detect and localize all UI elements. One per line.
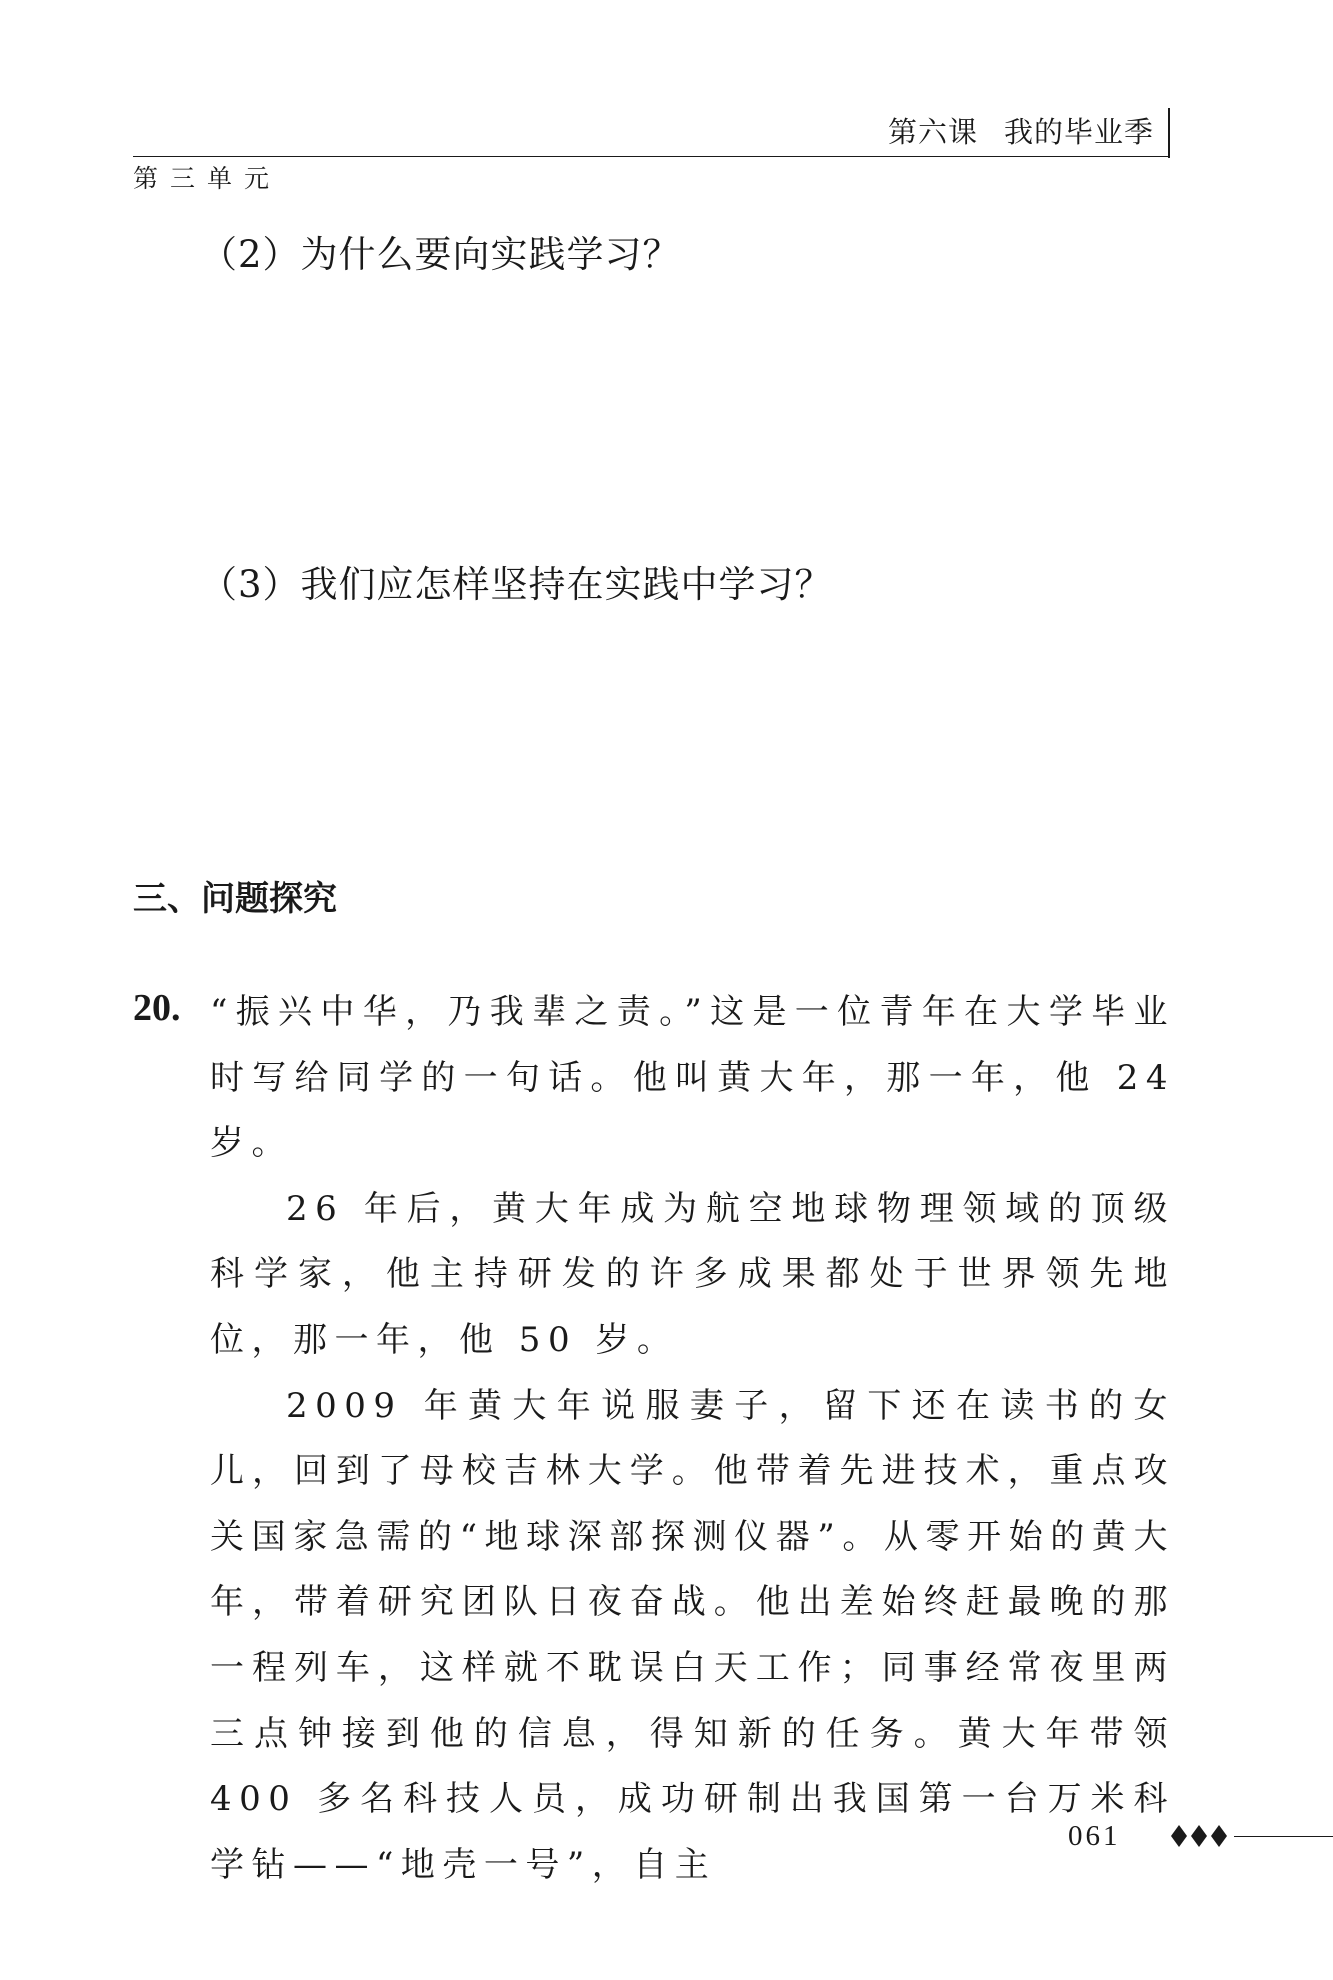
question-number: （2） [200,233,301,276]
footer-rule [1234,1836,1333,1837]
question-3 [200,560,833,610]
problem-body [210,980,1175,1898]
section-heading: 三、问题探究 [133,879,337,919]
lesson-number: 第六课 [887,115,978,149]
problem-paragraph: 2009 年黄大年说服妻子，留下还在读书的女儿，回到了母校吉林大学。他带着先进技术，重点攻关国家急需的“地球深部探测仪器”。从零开始的黄大年，带着研究团队日夜奋战。他出差始终赶最晚的那一程列车，这样就不耽误白天工作；同事经常夜里两三点钟接到他的信息，得知新的任务。黄大年带领 400 多名科技人员，成功研制出我国第一台万米科学钻——“地壳一号”，自主 [210,1385,1175,1885]
three-diamonds-icon [1170,1823,1228,1849]
lesson-title: 我的毕业季 [1003,115,1154,149]
problem-paragraph: “振兴中华，乃我辈之责。”这是一位青年在大学毕业时写给同学的一句话。他叫黄大年，那一年，他 24 岁。 [210,992,1175,1164]
question-2 [200,230,681,280]
page-number: 061 [1068,1820,1121,1852]
problem-paragraph: 26 年后，黄大年成为航空地球物理领域的顶级科学家，他主持研发的许多成果都处于世界领先地位，那一年，他 50 岁。 [210,1188,1175,1360]
lesson-header [830,108,1170,158]
question-text: 我们应怎样坚持在实践中学习？ [300,563,833,606]
problem-number: 20. [133,987,181,1029]
question-number: （3） [200,563,301,606]
header-rule [133,156,1170,157]
footer-ornament [1170,1820,1333,1852]
unit-label: 第三单元 [133,164,282,193]
question-text: 为什么要向实践学习？ [300,233,681,276]
